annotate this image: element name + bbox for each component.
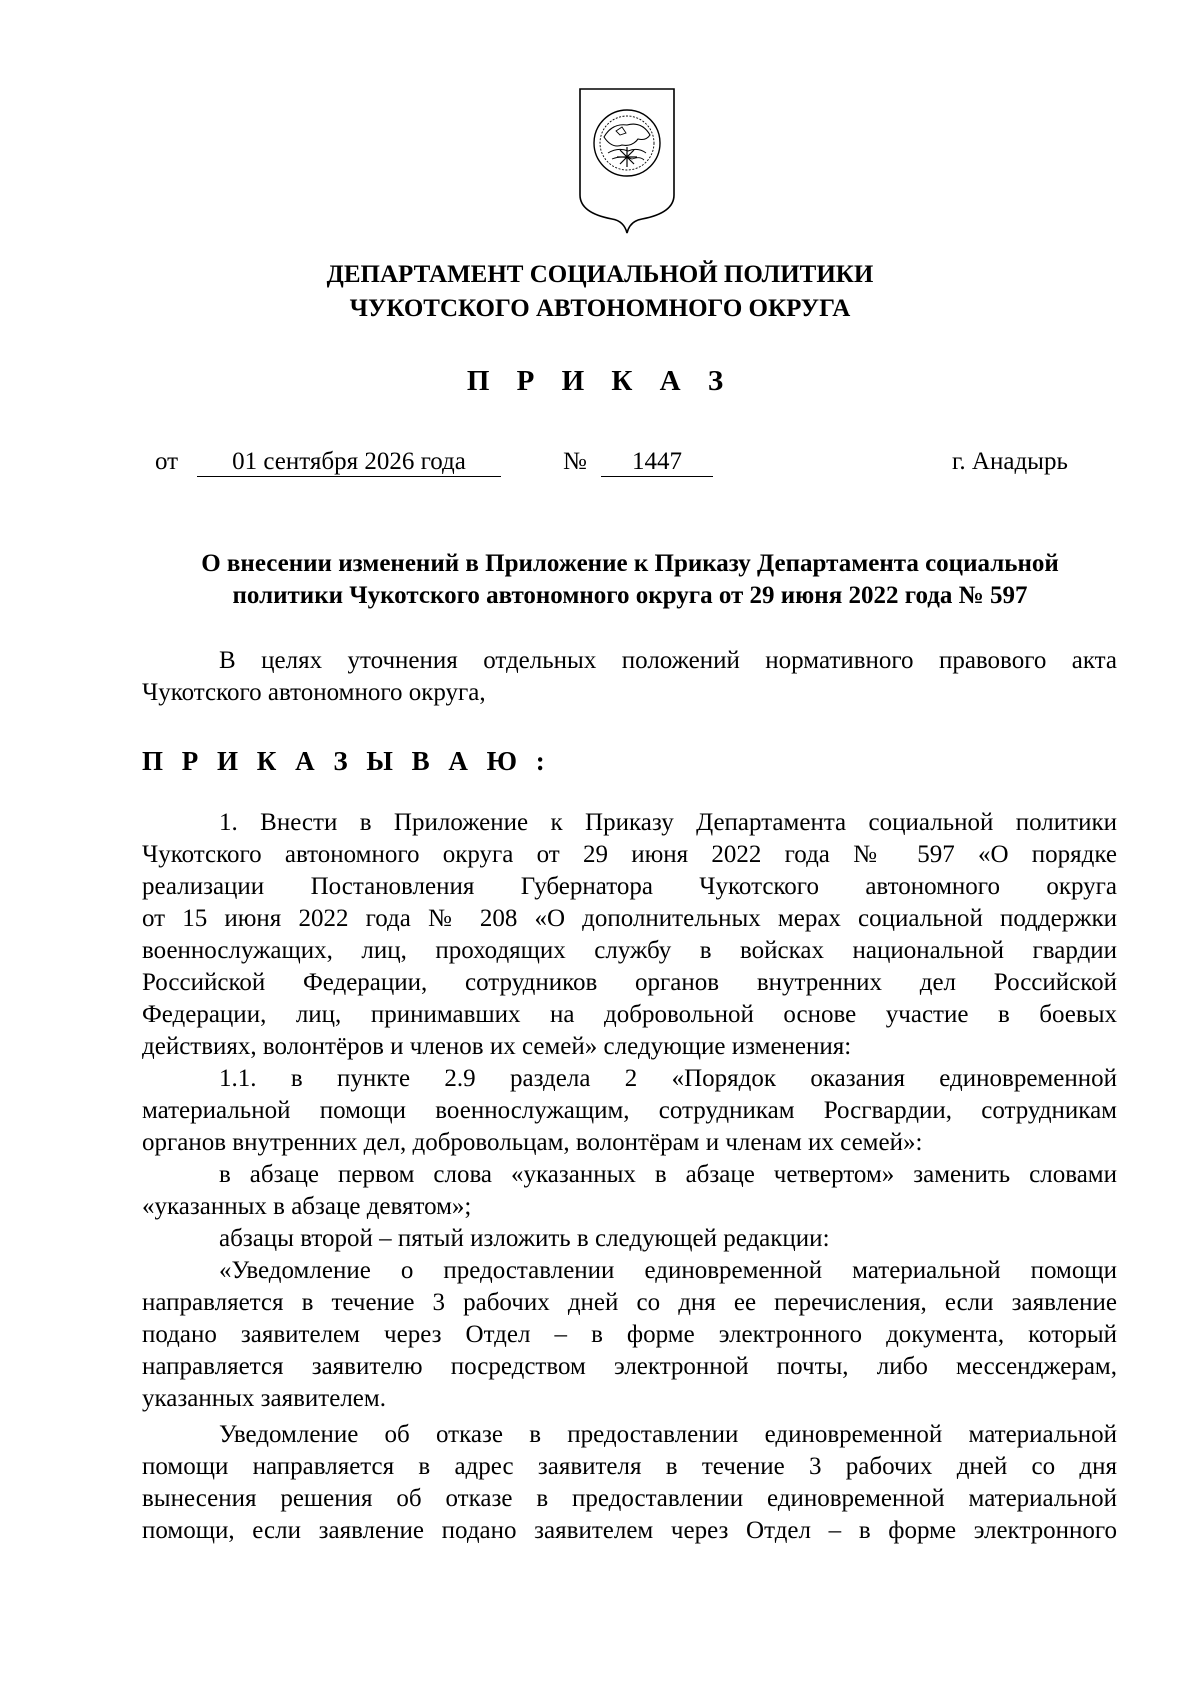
body-line: Уведомление об отказе в предоставлении единовременной материальной: [219, 1421, 1117, 1448]
preamble-line: Чукотского автономного округа,: [142, 679, 486, 706]
body-line: подано заявителем через Отдел – в форме электронного документа, который: [142, 1321, 1117, 1348]
body-line: помощи направляется в адрес заявителя в течение 3 рабочих дней со дня: [142, 1453, 1117, 1480]
body-line: направляется в течение 3 рабочих дней со дня ее перечисления, если заявление: [142, 1289, 1117, 1316]
body-line: направляется заявителю посредством электронной почты, либо мессенджерам,: [142, 1353, 1117, 1380]
order-directive-heading: П Р И К А З Ы В А Ю :: [142, 746, 551, 776]
number-prefix: №: [563, 448, 587, 475]
body-line: Федерации, лиц, принимавших на добровольной основе участие в боевых: [142, 1001, 1117, 1028]
preamble-line: В целях уточнения отдельных положений нормативного правового акта: [219, 647, 1117, 674]
body-line: действиях, волонтёров и членов их семей» следующие изменения:: [142, 1033, 852, 1060]
document-subject-line-2: политики Чукотского автономного округа от 29 июня 2022 года № 597: [232, 582, 1028, 609]
coat-of-arms-emblem: [572, 85, 682, 235]
body-line: Чукотского автономного округа от 29 июня 2022 года № 597 «О порядке: [142, 841, 1117, 868]
body-line: военнослужащих, лиц, проходящих службу в войсках национальной гвардии: [142, 937, 1117, 964]
organization-name-line-1: ДЕПАРТАМЕНТ СОЦИАЛЬНОЙ ПОЛИТИКИ: [326, 261, 874, 288]
body-line: 1.1. в пункте 2.9 раздела 2 «Порядок оказания единовременной: [219, 1065, 1117, 1092]
body-line: Российской Федерации, сотрудников органов внутренних дел Российской: [142, 969, 1117, 996]
body-line: материальной помощи военнослужащим, сотрудникам Росгвардии, сотрудникам: [142, 1097, 1117, 1124]
organization-name-line-2: ЧУКОТСКОГО АВТОНОМНОГО ОКРУГА: [349, 295, 851, 322]
chukotka-coat-of-arms-icon: [572, 85, 682, 235]
body-line: вынесения решения об отказе в предоставлении единовременной материальной: [142, 1485, 1117, 1512]
body-line: помощи, если заявление подано заявителем через Отдел – в форме электронного: [142, 1517, 1117, 1544]
body-line: в абзаце первом слова «указанных в абзаце четвертом» заменить словами: [219, 1161, 1117, 1188]
document-number: 1447: [601, 446, 713, 477]
body-line: указанных заявителем.: [142, 1385, 386, 1412]
body-line: органов внутренних дел, добровольцам, волонтёрам и членам их семей»:: [142, 1129, 923, 1156]
body-line: 1. Внести в Приложение к Приказу Департамента социальной политики: [219, 809, 1117, 836]
body-line: от 15 июня 2022 года № 208 «О дополнительных мерах социальной поддержки: [142, 905, 1117, 932]
body-line: реализации Постановления Губернатора Чукотского автономного округа: [142, 873, 1117, 900]
document-date: 01 сентября 2026 года: [197, 446, 501, 477]
document-subject-line-1: О внесении изменений в Приложение к Приказу Департамента социальной: [201, 550, 1059, 577]
document-city: г. Анадырь: [952, 448, 1068, 475]
body-line: абзацы второй – пятый изложить в следующей редакции:: [219, 1225, 830, 1252]
document-type-title: П Р И К А З: [466, 365, 734, 397]
body-line: «Уведомление о предоставлении единовременной материальной помощи: [219, 1257, 1117, 1284]
date-prefix: от: [155, 448, 179, 475]
body-line: «указанных в абзаце девятом»;: [142, 1193, 472, 1220]
